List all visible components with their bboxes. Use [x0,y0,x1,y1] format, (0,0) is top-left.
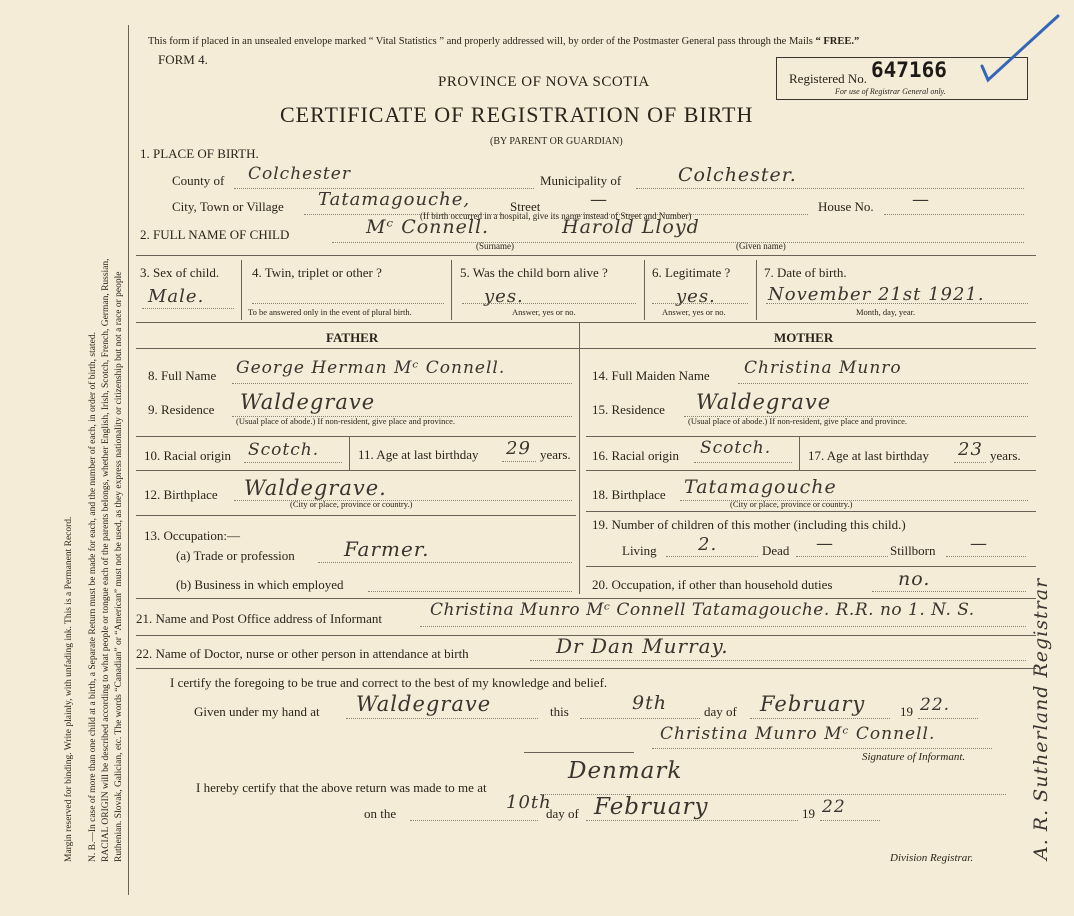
dead-label: Dead [762,543,790,558]
doctor-value: Dr Dan Murray. [556,634,729,658]
mother-residence-value: Waldegrave [696,390,832,414]
mother-heading: MOTHER [774,330,834,345]
mother-residence-note: (Usual place of abode.) If non-resident, give place and province. [688,416,908,426]
page-title: CERTIFICATE OF REGISTRATION OF BIRTH [280,102,754,127]
province-heading: PROVINCE OF NOVA SCOTIA [438,74,650,90]
registrar-month: February [594,794,709,820]
mother-age-label: 17. Age at last birthday [808,448,929,463]
margin-rule [128,25,129,895]
father-occupation-label: 13. Occupation:— [144,528,241,543]
father-residence-label: 9. Residence [148,402,215,417]
house-number-value: — [912,190,930,210]
given-at-value: Waldegrave [356,692,492,716]
legitimate-label: 6. Legitimate ? [652,265,731,280]
mother-children-label: 19. Number of children of this mother (including this child.) [592,517,906,532]
father-birthplace-note: (City or place, province or country.) [290,499,413,509]
father-name-label: 8. Full Name [148,368,217,383]
mother-occupation-label: 20. Occupation, if other than household duties [592,577,833,592]
county-label: County of [172,173,225,188]
informant-signature-label: Signature of Informant. [862,751,966,763]
place-of-birth-label: 1. PLACE OF BIRTH. [140,146,259,161]
child-given-name: Harold Lloyd [562,216,700,238]
given-name-note: (Given name) [736,241,786,251]
certify-month: February [760,692,866,716]
stillborn-label: Stillborn [890,543,936,558]
father-race-label: 10. Racial origin [144,448,232,463]
this-label: this [550,704,569,719]
registrar-year-prefix: 19 [802,806,815,821]
certify-day: 9th [632,692,667,714]
father-age-unit: years. [540,447,571,462]
alive-label: 5. Was the child born alive ? [460,265,608,280]
margin-note-2: N. B.—In case of more than one child at a birth, a Separate Return must be made for each, and the number of each, in order of birth, stated. [88,332,98,862]
city-label: City, Town or Village [172,199,284,214]
mother-birthplace-note: (City or place, province or country.) [730,499,853,509]
page-subtitle: (BY PARENT OR GUARDIAN) [490,136,623,147]
registrar-day: 10th [506,792,552,813]
dead-value: — [816,534,834,554]
registered-note: For use of Registrar General only. [835,87,946,96]
surname-note: (Surname) [476,241,514,251]
mother-name-label: 14. Full Maiden Name [592,368,710,383]
child-surname: Mᶜ Connell. [366,216,490,238]
margin-note-3: RACIAL ORIGIN will be described according to what people or tongue each of the parents belongs, whether English, Irish, Scotch, French, German, Russian, [101,258,111,862]
certify-year-prefix: 19 [900,704,913,719]
father-race-value: Scotch. [248,440,320,460]
stillborn-value: — [970,534,988,554]
form-number: FORM 4. [158,52,208,67]
father-residence-value: Waldegrave [240,390,376,414]
mother-birthplace-label: 18. Birthplace [592,487,666,502]
birth-date-value: November 21st 1921. [768,284,985,305]
certify-text: I certify the foregoing to be true and correct to the best of my knowledge and belief. [170,675,608,690]
father-trade-label: (a) Trade or profession [176,548,295,563]
house-number-label: House No. [818,199,874,214]
father-name-value: George Herman Mᶜ Connell. [236,358,506,378]
mother-age-unit: years. [990,448,1021,463]
father-age-label: 11. Age at last birthday [358,447,479,462]
living-value: 2. [698,534,718,555]
certify-day-label: day of [704,704,737,719]
father-heading: FATHER [326,330,379,345]
mother-age-value: 23 [958,439,983,460]
registered-label: Registered No. [789,71,867,86]
registered-number: 647166 [871,58,947,82]
informant-value: Christina Munro Mᶜ Connell Tatamagouche. R.R. no 1. N. S. [430,600,975,620]
informant-label: 21. Name and Post Office address of Informant [136,611,382,626]
doctor-label: 22. Name of Doctor, nurse or other person in attendance at birth [136,646,469,661]
check-mark-icon [978,12,1062,88]
given-at-label: Given under my hand at [194,704,320,719]
mother-residence-label: 15. Residence [592,402,665,417]
registrar-on-label: on the [364,806,397,821]
registrar-year: 22 [822,797,846,817]
registrar-certify-text: I hereby certify that the above return was made to me at [196,780,487,795]
mother-name-value: Christina Munro [744,358,902,378]
informant-signature: Christina Munro Mᶜ Connell. [660,724,936,744]
father-residence-note: (Usual place of abode.) If non-resident, give place and province. [236,416,456,426]
margin-note-4: Ruthenian. Slovak, Galician, etc. The words “Canadian” or “American” must not be used, as they express nationality or citizenship but not a race or people [114,271,124,862]
twin-note: To be answered only in the event of plural birth. [248,307,412,317]
mother-occupation-value: no. [898,568,931,590]
street-value: — [590,190,608,210]
registrar-side-signature: A. R. Sutherland Registrar [1030,577,1052,860]
city-value: Tatamagouche, [318,189,471,210]
county-value: Colchester [248,164,351,184]
sex-value: Male. [148,286,205,307]
father-birthplace-value: Waldegrave. [244,476,387,500]
street-label: Street [510,199,541,214]
legitimate-value: yes. [676,286,716,307]
living-label: Living [622,543,657,558]
sex-label: 3. Sex of child. [140,265,220,280]
birth-date-note: Month, day, year. [856,307,916,317]
alive-value: yes. [484,286,524,307]
hospital-note: (If birth occurred in a hospital, give its name instead of Street and Number) [420,211,692,221]
municipality-value: Colchester. [678,164,797,186]
alive-note: Answer, yes or no. [512,307,576,317]
registrar-day-label: day of [546,806,579,821]
father-trade-value: Farmer. [344,537,430,561]
father-birthplace-label: 12. Birthplace [144,487,218,502]
mailing-note: This form if placed in an unsealed envelope marked “ Vital Statistics ” and properly addressed will, by order of the Postmaster General pass through the Mails “ FREE.” [148,36,860,47]
certify-year: 22. [920,695,951,715]
mother-race-value: Scotch. [700,438,772,458]
child-name-label: 2. FULL NAME OF CHILD [140,227,290,242]
father-business-label: (b) Business in which employed [176,577,344,592]
birth-date-label: 7. Date of birth. [764,265,847,280]
mother-race-label: 16. Racial origin [592,448,680,463]
margin-note-1: Margin reserved for binding. Write plainly, with unfading ink. This is a Permanent Record. [64,516,74,862]
registrar-place: Denmark [568,758,683,784]
twin-label: 4. Twin, triplet or other ? [252,265,382,280]
father-age-value: 29 [506,438,531,459]
registrar-signature-label: Division Registrar. [890,852,974,864]
municipality-label: Municipality of [540,173,622,188]
mother-birthplace-value: Tatamagouche [684,476,837,498]
legitimate-note: Answer, yes or no. [662,307,726,317]
